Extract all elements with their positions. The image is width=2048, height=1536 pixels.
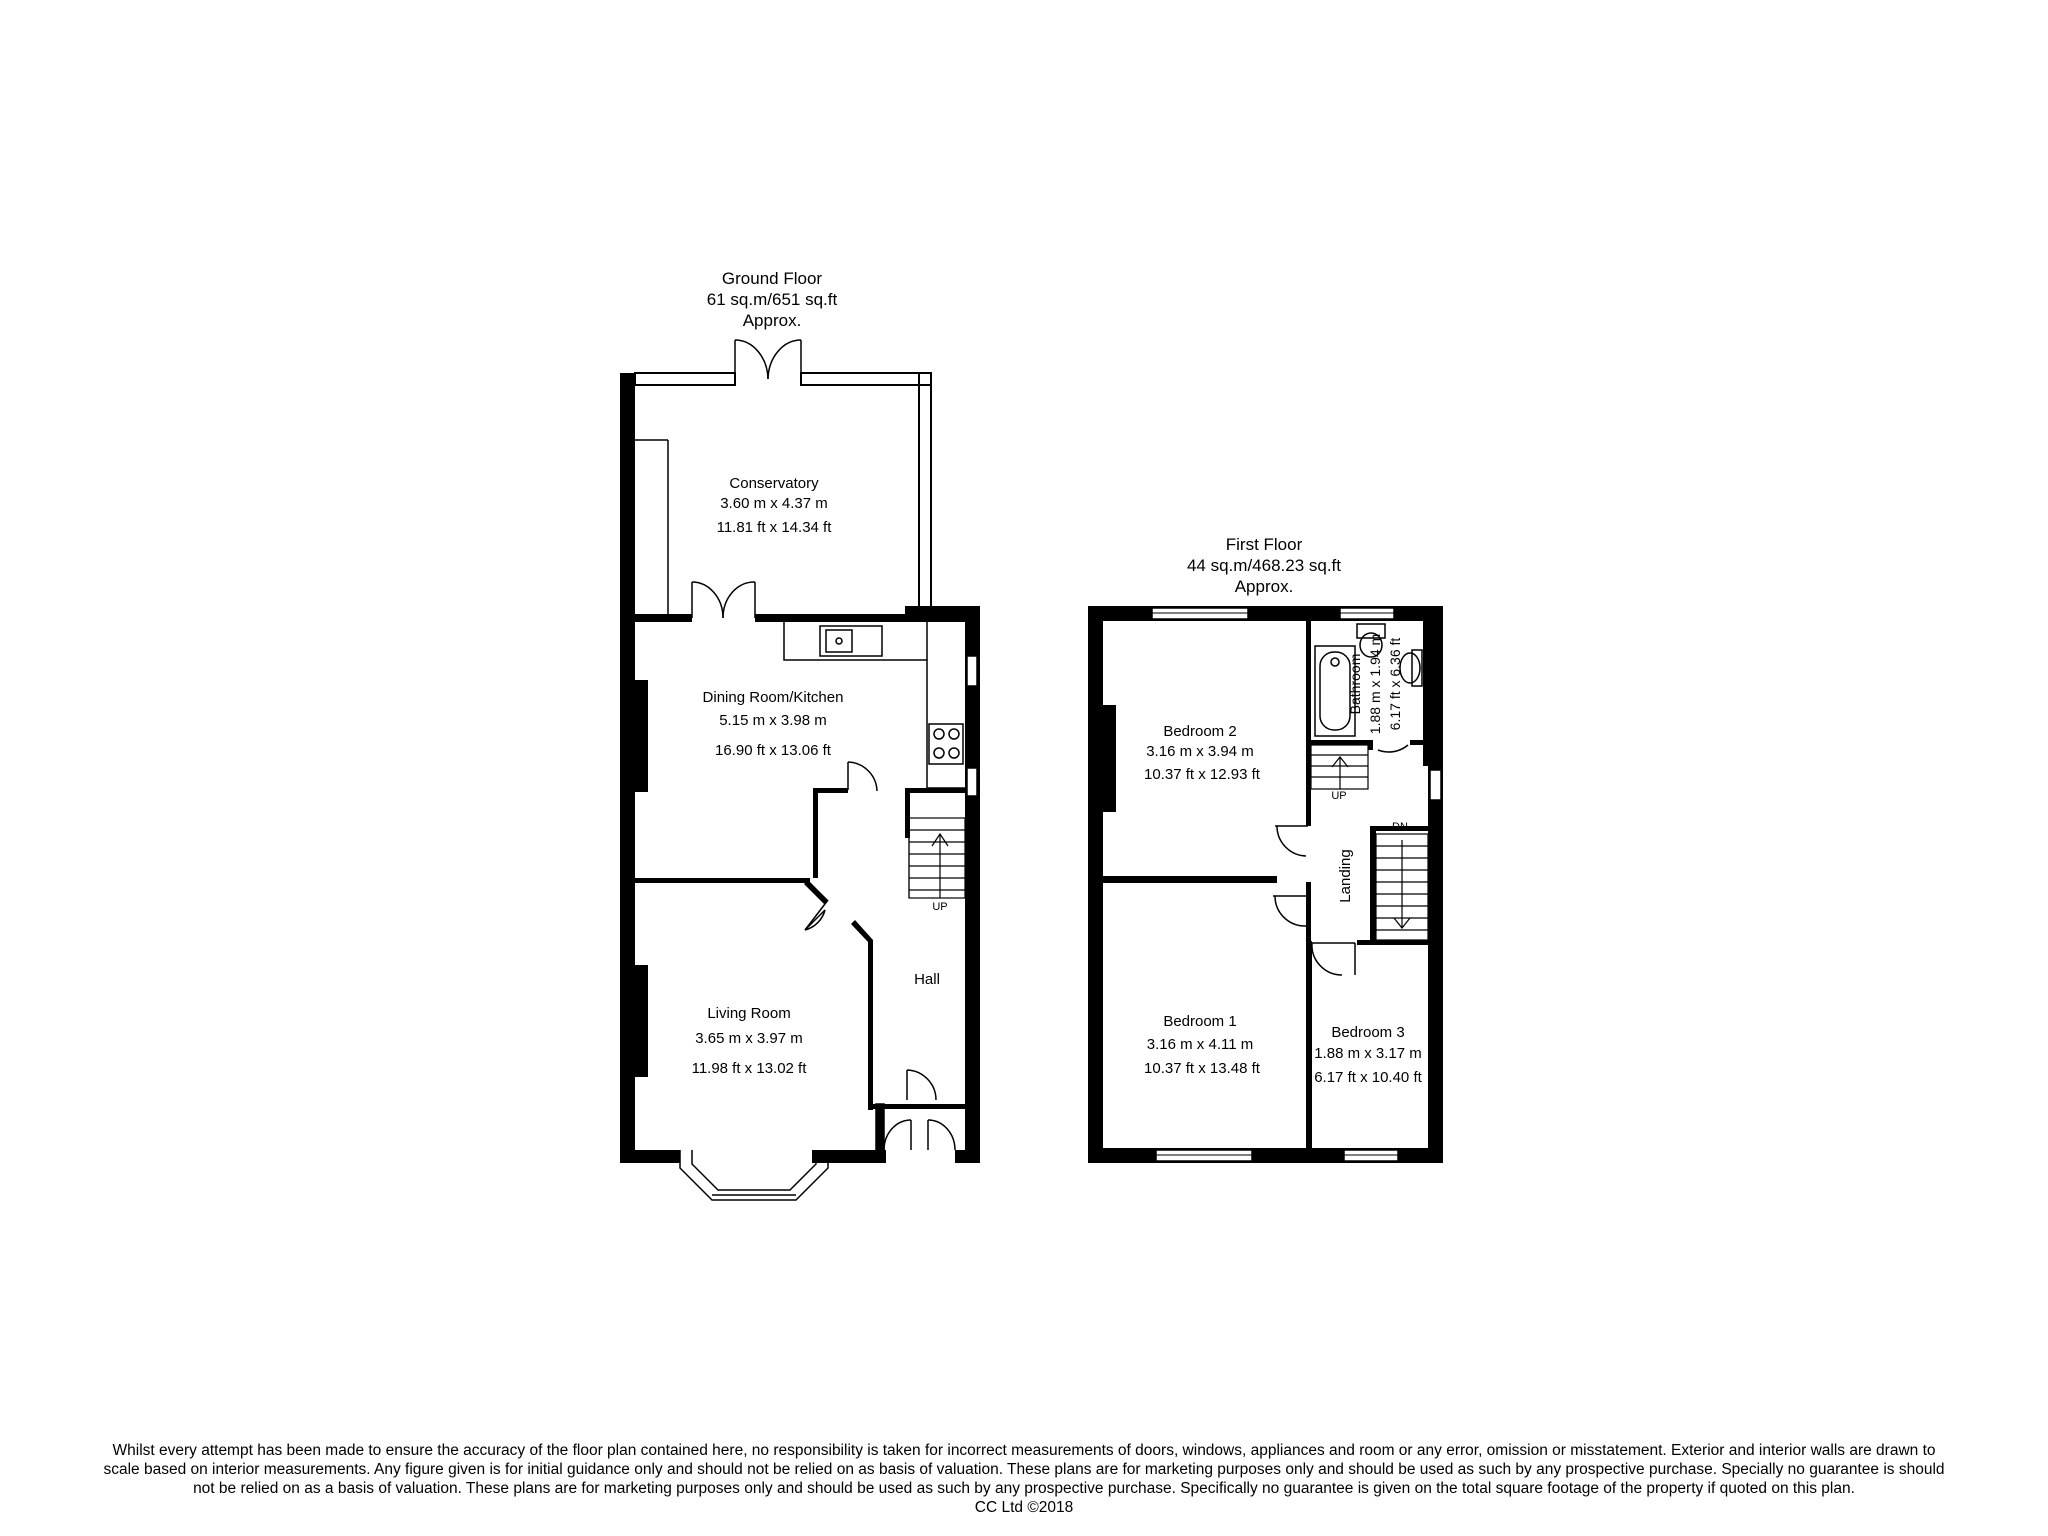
ground-floor-approx: Approx. <box>742 311 802 330</box>
bedroom2-name: Bedroom 2 <box>1163 723 1237 740</box>
disclaimer <box>30 1441 2018 1517</box>
ff-east-wall <box>1428 606 1443 1163</box>
conservatory-north-wall-right <box>801 373 931 385</box>
dining-kitchen-name: Dining Room/Kitchen <box>702 689 844 706</box>
ff-west-wall <box>1088 606 1103 1163</box>
living-room-metric: 3.65 m x 3.97 m <box>695 1030 803 1047</box>
bedroom2-metric: 3.16 m x 3.94 m <box>1146 743 1254 760</box>
porch <box>876 1070 955 1150</box>
bathroom-imperial: 6.17 ft x 6.36 ft <box>1387 637 1403 731</box>
ground-floor-stairs <box>909 818 965 898</box>
ground-floor-title: Ground Floor <box>721 269 823 288</box>
dining-french-doors <box>692 582 755 618</box>
conservatory-name: Conservatory <box>729 475 819 492</box>
bathroom-metric: 1.88 m x 1.94 m <box>1367 633 1383 735</box>
ff-stairs-up <box>1311 745 1368 789</box>
bedroom1-metric: 3.16 m x 4.11 m <box>1146 1036 1254 1053</box>
copyright: CC Ltd ©2018 <box>974 1499 1074 1516</box>
ff-stairs-up-label: UP <box>1331 790 1347 802</box>
living-room-imperial: 11.98 ft x 13.02 ft <box>691 1060 807 1077</box>
bedroom1-imperial: 10.37 ft x 13.48 ft <box>1144 1060 1260 1077</box>
first-floor-approx: Approx. <box>1234 577 1294 596</box>
bedroom3-name: Bedroom 3 <box>1331 1024 1405 1041</box>
dining-kitchen-imperial: 16.90 ft x 13.06 ft <box>715 742 831 759</box>
first-floor-area: 44 sq.m/468.23 sq.ft <box>1186 556 1342 575</box>
disclaimer-line-3: not be relied on as a basis of valuation. These plans are for marketing purposes only and should be used as such by any prospective purchase. Specifically no guarantee is given on the total square footage of the property if quoted on this plan. <box>193 1480 1855 1497</box>
disclaimer-line-1: Whilst every attempt has been made to ensure the accuracy of the floor plan contained here, no responsibility is taken for incorrect measurements of doors, windows, appliances and room or any error, omission or misstatement. Exterior and interior walls are drawn to <box>112 1442 1936 1459</box>
ff-stairs-down <box>1376 834 1428 940</box>
west-wall <box>620 373 635 1163</box>
hob <box>929 724 963 764</box>
bathroom-name: Bathroom <box>1347 653 1363 715</box>
ff-stairs-down-label: DN <box>1392 821 1408 833</box>
landing-name: Landing <box>1337 849 1354 903</box>
ground-floor-area: 61 sq.m/651 sq.ft <box>706 290 838 309</box>
bay-window <box>680 1150 828 1200</box>
landing-label-group <box>1337 849 1354 902</box>
east-wall <box>965 606 980 1163</box>
living-room-name: Living Room <box>707 1005 791 1022</box>
conservatory-metric: 3.60 m x 4.37 m <box>720 495 828 512</box>
bedroom1-name: Bedroom 1 <box>1163 1013 1237 1030</box>
bedroom3-imperial: 6.17 ft x 10.40 ft <box>1314 1069 1422 1086</box>
conservatory-french-doors <box>735 340 801 379</box>
ground-stairs-up-label: UP <box>932 901 948 913</box>
conservatory-imperial: 11.81 ft x 14.34 ft <box>716 519 832 536</box>
bedroom2-imperial: 10.37 ft x 12.93 ft <box>1144 766 1260 783</box>
conservatory-east-wall <box>919 373 931 613</box>
dining-kitchen-metric: 5.15 m x 3.98 m <box>719 712 827 729</box>
hall-name: Hall <box>914 971 940 988</box>
bedroom3-metric: 1.88 m x 3.17 m <box>1314 1045 1422 1062</box>
first-floor-title: First Floor <box>1225 535 1303 554</box>
disclaimer-line-2: scale based on interior measurements. Any figure given is for initial guidance only and should not be relied on as basis of valuation. These plans are for marketing purposes only and should be used as such by any prospective purchase. Specially no guarantee is should <box>103 1461 1945 1478</box>
conservatory-north-wall-left <box>635 373 735 385</box>
